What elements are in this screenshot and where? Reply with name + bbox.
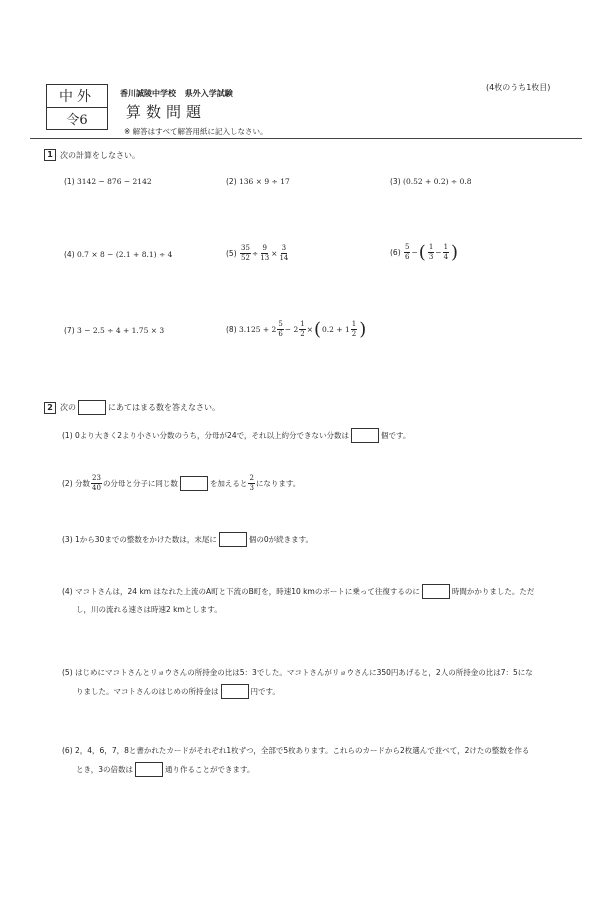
problem-label: (1) — [64, 177, 75, 186]
section1-heading — [44, 149, 140, 161]
answer-blank[interactable] — [221, 684, 249, 699]
problem-1-8: (8) 3.125 + 2 $\frac{5}{6}$ − 2 $\frac{1}{2}$ × ( 0.2 + 1 $\frac{1}{2}$ ) — [226, 318, 367, 340]
left-paren: ( — [418, 241, 426, 263]
section2-number: 2 — [44, 402, 56, 414]
question-2-4: (4) マコトさんは，24 km はなれた上流のA町と下流のB町を，時速10 kmのボートに乗って往復するのに 時間かかりました。ただ し，川の流れる速さは時速2 kmとします。 — [62, 584, 562, 617]
question-label: (1) — [62, 431, 73, 440]
fraction: $\frac{23}{40}$ — [92, 474, 101, 492]
problem-1-3 — [390, 177, 472, 186]
section2-instruction-pre: 次の — [60, 403, 76, 412]
problem-label: (7) — [64, 326, 75, 335]
problem-expr: (0.52 + 0.2) ÷ 0.8 — [403, 177, 472, 186]
fraction: $\frac{5}{6}$ — [278, 320, 283, 338]
answer-blank[interactable] — [219, 532, 247, 547]
problem-1-5: (5) $\frac{35}{52}$ ÷ $\frac{9}{13}$ × $\frac{3}{14}$ — [226, 244, 289, 262]
section2-heading — [44, 400, 220, 415]
question-label: (4) — [62, 586, 73, 596]
fraction: $\frac{9}{13}$ — [260, 244, 270, 262]
problem-expr: 136 × 9 ÷ 17 — [239, 177, 290, 186]
question-label: (3) — [62, 535, 73, 544]
exam-title: 算数問題 — [126, 103, 207, 121]
problem-label: (2) — [226, 177, 237, 186]
fraction: $\frac{35}{52}$ — [241, 244, 250, 262]
answer-note: ※ 解答はすべて解答用紙に記入しなさい。 — [124, 127, 268, 136]
problem-label: (8) — [226, 325, 237, 334]
school-line — [120, 88, 233, 99]
left-paren: ( — [314, 318, 322, 340]
problem-1-6: (6) $\frac{5}{6}$ − ( $\frac{1}{3}$ − $\frac{1}{4}$ ) — [390, 241, 459, 263]
fraction: $\frac{3}{14}$ — [279, 244, 289, 262]
fraction: $\frac{1}{3}$ — [428, 243, 434, 261]
section1-instruction: 次の計算をしなさい。 — [60, 150, 140, 160]
answer-blank[interactable] — [78, 400, 106, 415]
question-label: (2) — [62, 479, 73, 488]
answer-blank[interactable] — [422, 584, 450, 599]
problem-1-1 — [64, 177, 152, 186]
answer-blank[interactable] — [180, 476, 208, 491]
right-paren: ) — [359, 318, 367, 340]
problem-label: (6) — [390, 248, 401, 257]
problem-expr: 3142 − 876 − 2142 — [77, 177, 152, 186]
fraction: $\frac{1}{2}$ — [300, 320, 305, 338]
question-2-1: (1) 0より大きく2より小さい分数のうち，分母が24で，それ以上約分できない分数は 個です。 — [62, 428, 410, 443]
school-name: 香川誠陵中学校 — [120, 89, 176, 98]
right-paren: ) — [451, 241, 459, 263]
fraction: $\frac{1}{4}$ — [443, 243, 449, 261]
stamp-top: 中外 — [47, 85, 107, 108]
problem-label: (5) — [226, 249, 237, 258]
question-label: (6) — [62, 746, 73, 755]
problem-label: (4) — [64, 250, 75, 259]
question-2-2: (2) 分数 $\frac{23}{40}$ の分母と分子に同じ数 を加えると $\frac{2}{3}$ になります。 — [62, 474, 301, 492]
header-divider — [30, 138, 582, 139]
problem-1-2 — [226, 177, 290, 186]
question-label: (5) — [62, 668, 73, 677]
question-2-3: (3) 1から30までの整数をかけた数は，末尾に 個の0が続きます。 — [62, 532, 313, 547]
fraction: $\frac{1}{2}$ — [351, 320, 357, 338]
exam-code-stamp — [46, 84, 108, 130]
answer-blank[interactable] — [135, 762, 163, 777]
section2-instruction-post: にあてはまる数を答えなさい。 — [108, 403, 220, 412]
fraction: $\frac{2}{3}$ — [249, 474, 254, 492]
question-2-5: (5) はじめにマコトさんとリョウさんの所持金の比は5：3でした。マコトさんがリョウさんに350円あげると，2人の所持金の比は7：5にな りました。マコトさんのはじめの所持金は 円です。 — [62, 666, 562, 699]
problem-label: (3) — [390, 177, 401, 186]
answer-blank[interactable] — [351, 428, 379, 443]
problem-expr: 0.7 × 8 − (2.1 + 8.1) ÷ 4 — [77, 250, 173, 259]
problem-1-4 — [64, 250, 172, 259]
problem-1-7 — [64, 326, 164, 335]
section1-number: 1 — [44, 149, 56, 161]
stamp-bottom: 令6 — [66, 113, 88, 128]
problem-expr: 3 − 2.5 ÷ 4 + 1.75 × 3 — [77, 326, 165, 335]
exam-type: 県外入学試験 — [184, 89, 233, 98]
fraction: $\frac{5}{6}$ — [405, 243, 410, 261]
question-2-6: (6) 2，4，6，7，8と書かれたカードがそれぞれ1枚ずつ，全部で5枚あります。これらのカードから2枚選んで並べて，2けたの整数を作る とき，3の倍数は 通り作ることができます。 — [62, 744, 562, 777]
page-info: (4枚のうち1枚目) — [486, 83, 551, 92]
